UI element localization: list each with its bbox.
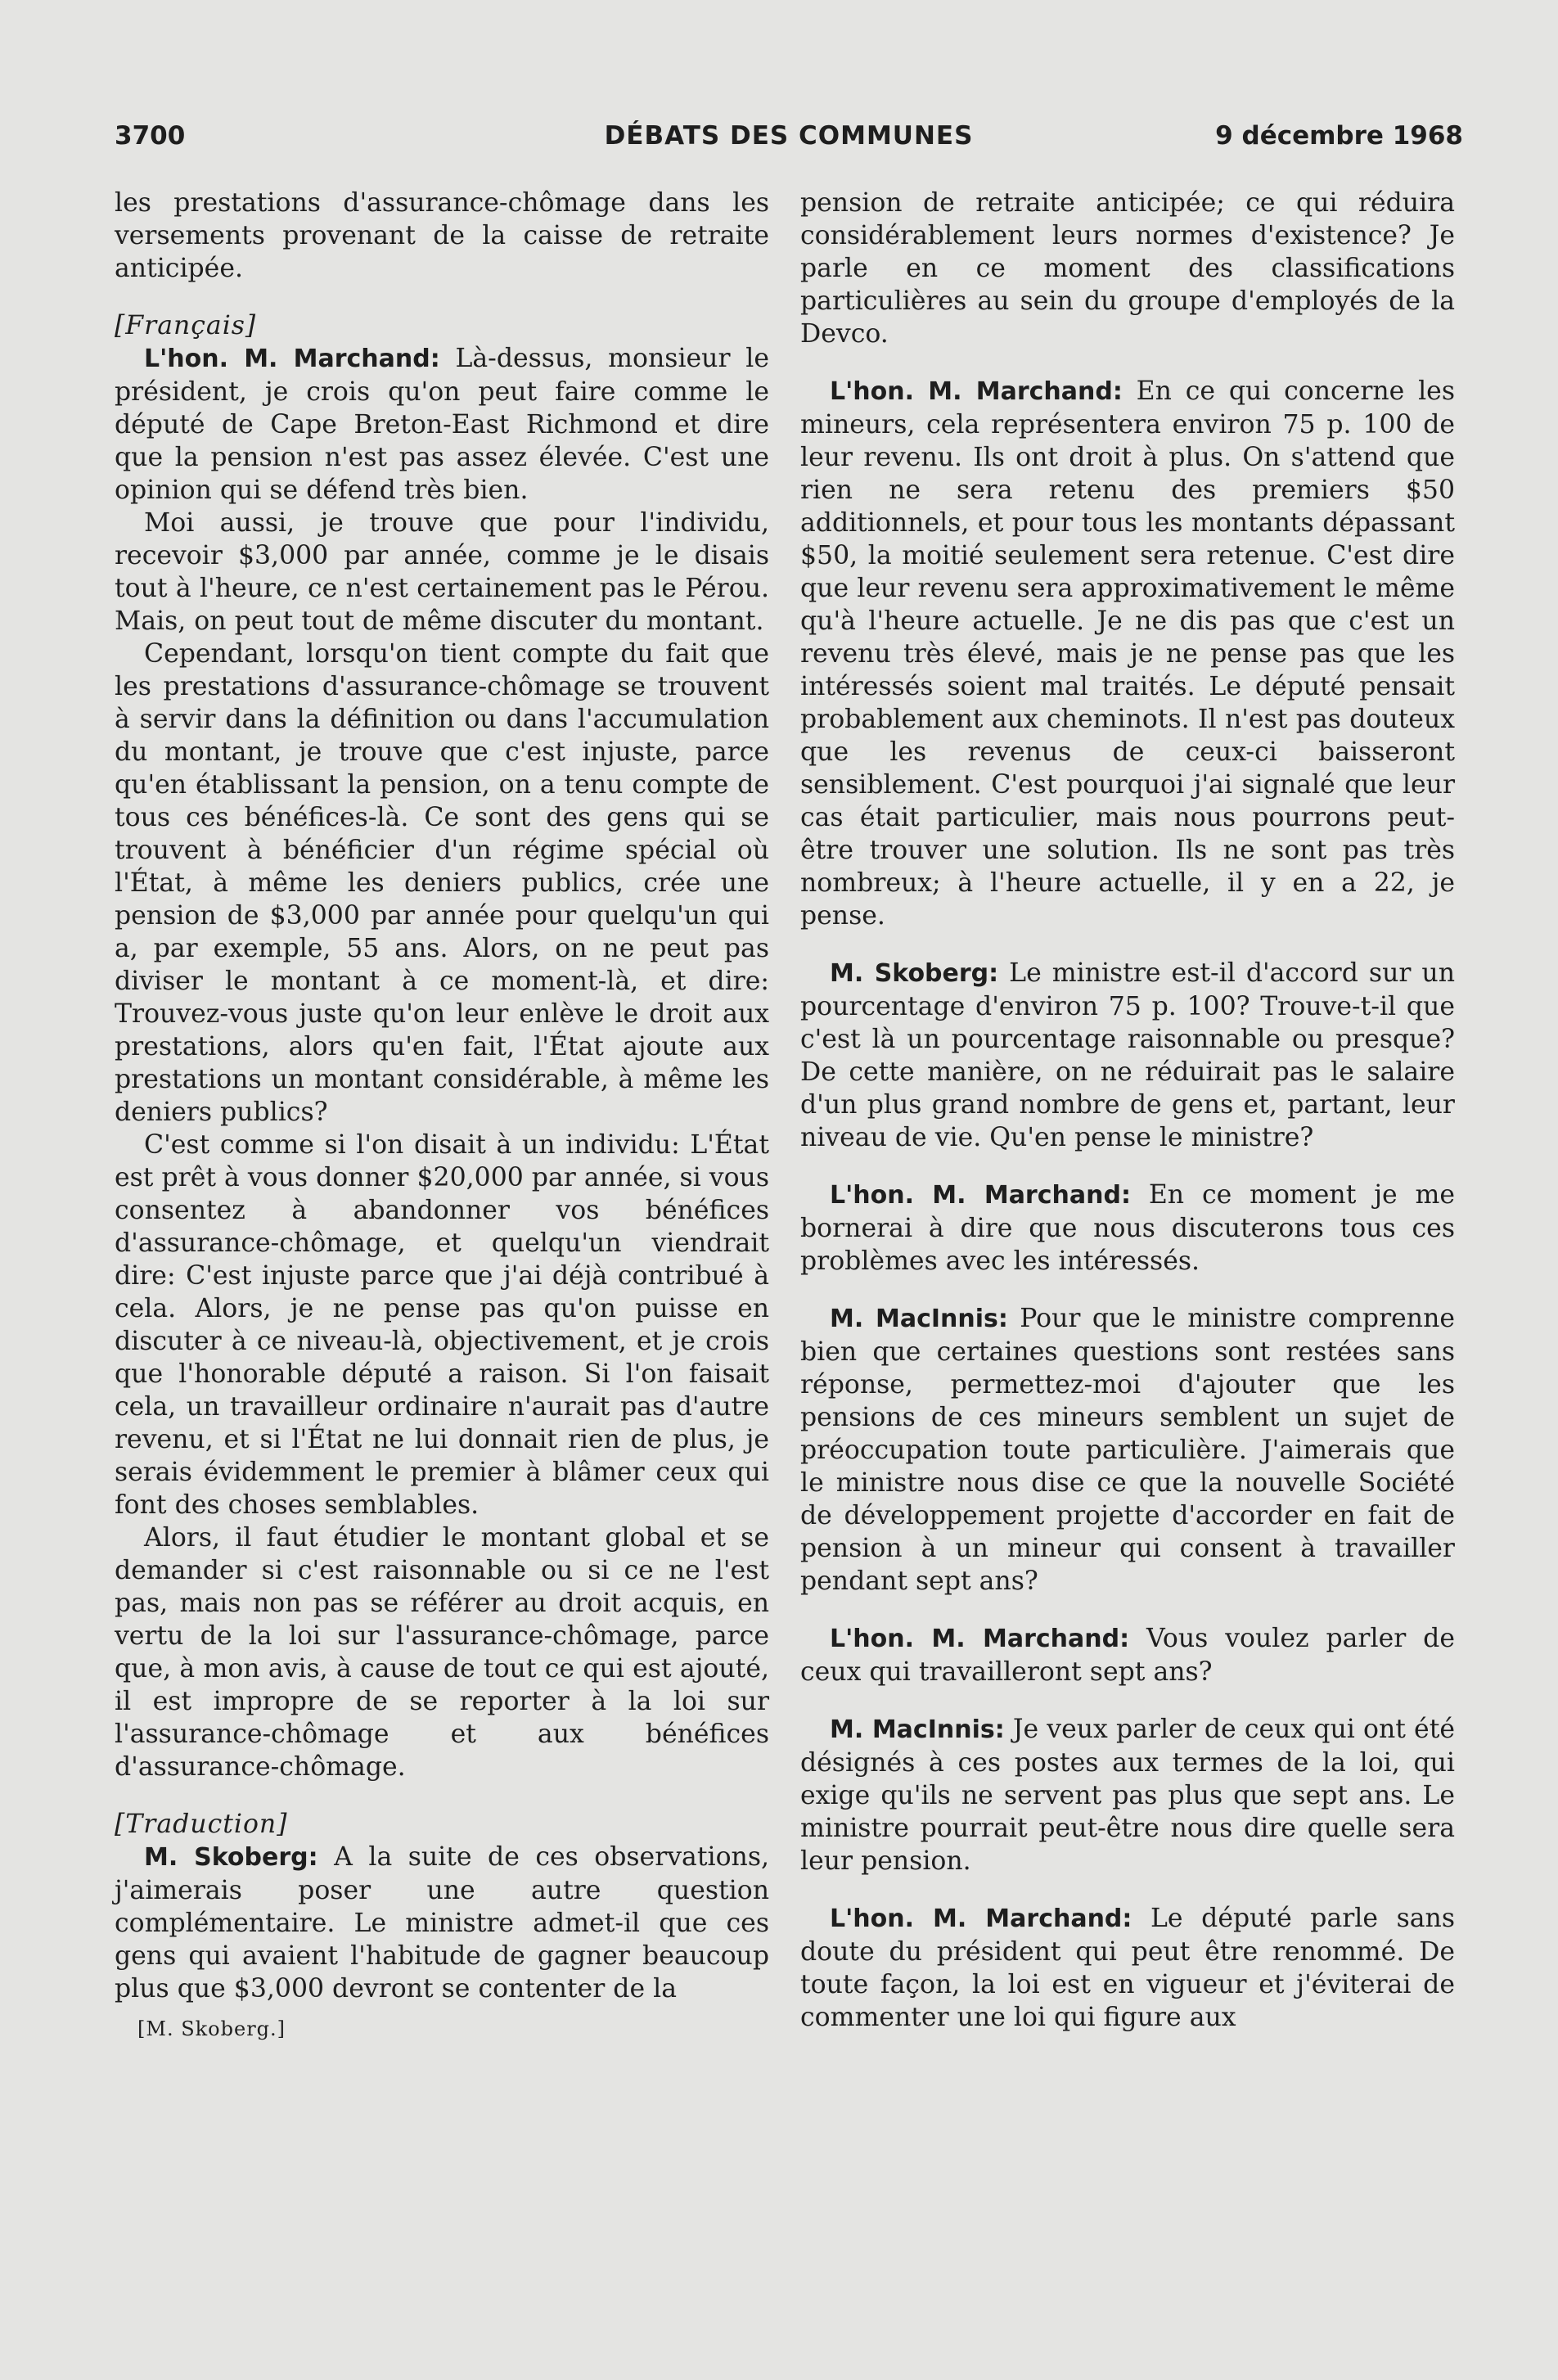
speaker-name: M. MacInnis: bbox=[830, 1715, 1005, 1744]
speech-text: Le député parle sans doute du président qui peut être renommé. De toute façon, la loi est en vigueur et j'éviterai de commenter une loi qui figure aux bbox=[800, 1904, 1455, 2032]
speech-paragraph bbox=[800, 375, 1455, 932]
page-date: 9 décembre 1968 bbox=[1215, 121, 1463, 151]
speech-paragraph bbox=[800, 957, 1455, 1154]
speech-paragraph bbox=[800, 1622, 1455, 1688]
speech-paragraph bbox=[800, 1302, 1455, 1598]
page-header bbox=[115, 121, 1463, 170]
speech-text: Le ministre est-il d'accord sur un pourcentage d'environ 75 p. 100? Trouve-t-il que c'est là un pourcentage raisonnable ou presque? De cette manière, on ne réduirait pas le salaire d'un plus grand nombre de gens et, partant, leur niveau de vie. Qu'en pense le ministre? bbox=[800, 958, 1455, 1152]
paragraph: C'est comme si l'on disait à un individu: L'État est prêt à vous donner $20,000 par année, si vous consentez à abandonner vos bénéfices d'assurance-chômage, et quelqu'un viendrait dire: C'est injuste parce que j'ai déjà contribué à cela. Alors, je ne pense pas qu'on puisse en discuter à ce niveau-là, objectivement, et je crois que l'honorable député a raison. Si l'on faisait cela, un travailleur ordinaire n'aurait pas d'autre revenu, et si l'État ne lui donnait rien de plus, je serais évidemment le premier à blâmer ceux qui font des choses semblables. bbox=[115, 1130, 769, 1520]
speech-text: Je veux parler de ceux qui ont été désignés à ces postes aux termes de la loi, qui exige qu'ils ne servent pas plus que sept ans. Le ministre pourrait peut-être nous dire quelle sera leur pension. bbox=[800, 1715, 1455, 1876]
speech-text: En ce qui concerne les mineurs, cela représentera environ 75 p. 100 de leur revenu. Ils ont droit à plus. On s'attend que rien ne sera retenu des premiers $50 additionnels, et pour tous les montants dépassant $50, la moitié seulement sera retenue. C'est dire que leur revenu sera approximativement le même qu'à l'heure actuelle. Je ne dis pas que c'est un revenu très élevé, mais je ne pense pas que les intéressés soient mal traités. Le député pensait probablement aux cheminots. Il n'est pas douteux que les revenus de ceux-ci baisseront sensiblement. C'est pourquoi j'ai signalé que leur cas était particulier, mais nous pourrons peut-être trouver une solution. Ils ne sont pas très nombreux; à l'heure actuelle, il y en a 22, je pense. bbox=[800, 376, 1455, 931]
page-title: DÉBATS DES COMMUNES bbox=[604, 121, 974, 151]
speech-paragraph bbox=[115, 342, 769, 507]
speaker-name: M. MacInnis: bbox=[830, 1305, 1008, 1333]
speaker-name: L'hon. M. Marchand: bbox=[830, 1181, 1131, 1210]
speaker-name: L'hon. M. Marchand: bbox=[830, 377, 1123, 406]
speech-paragraph bbox=[800, 1179, 1455, 1278]
right-column bbox=[800, 187, 1455, 2034]
speech-paragraph bbox=[115, 1841, 769, 2005]
paragraph: Moi aussi, je trouve que pour l'individu, recevoir $3,000 par année, comme je le disais tout à l'heure, ce n'est certainement pas le Pérou. Mais, on peut tout de même discuter du montant. bbox=[115, 508, 769, 636]
speaker-name: L'hon. M. Marchand: bbox=[830, 1904, 1132, 1933]
speaker-name: L'hon. M. Marchand: bbox=[830, 1625, 1130, 1653]
speaker-attribution: [M. Skoberg.] bbox=[137, 2017, 286, 2040]
speech-text: Vous voulez parler de ceux qui travailleront sept ans? bbox=[800, 1624, 1455, 1687]
paragraph: les prestations d'assurance-chômage dans les versements provenant de la caisse de retraite anticipée. bbox=[115, 188, 769, 283]
speech-text: Là-dessus, monsieur le président, je crois qu'on peut faire comme le député de Cape Breton-East Richmond et dire que la pension n'est pas assez élevée. C'est une opinion qui se défend très bien. bbox=[115, 344, 769, 505]
language-marker: [Français] bbox=[115, 311, 257, 340]
paragraph: Cependant, lorsqu'on tient compte du fait que les prestations d'assurance-chômage se trouvent à servir dans la définition ou dans l'accumulation du montant, je trouve que c'est injuste, parce qu'en établissant la pension, on a tenu compte de tous ces bénéfices-là. Ce sont des gens qui se trouvent à bénéficier d'un régime spécial où l'État, à même les deniers publics, crée une pension de $3,000 par année pour quelqu'un qui a, par exemple, 55 ans. Alors, on ne peut pas diviser le montant à ce moment-là, et dire: Trouvez-vous juste qu'on leur enlève le droit aux prestations, alors qu'en fait, l'État ajoute aux prestations un montant considérable, à même les deniers publics? bbox=[115, 639, 769, 1127]
left-column bbox=[115, 187, 769, 2041]
speech-text: Pour que le ministre comprenne bien que certaines questions sont restées sans réponse, permettez-moi d'ajouter que les pensions de ces mineurs semblent un sujet de préoccupation toute particulière. J'aimerais que le ministre nous dise ce que la nouvelle Société de développement projette d'accorder en fait de pension à un mineur qui consent à travailler pendant sept ans? bbox=[800, 1304, 1456, 1596]
speaker-name: M. Skoberg: bbox=[144, 1843, 318, 1872]
speech-paragraph bbox=[800, 1902, 1455, 2034]
paragraph: Alors, il faut étudier le montant global et se demander si c'est raisonnable ou si ce ne l'est pas, mais non pas se référer au droit acquis, en vertu de la loi sur l'assurance-chômage, parce que, à mon avis, à cause de tout ce qui est ajouté, il est impropre de se reporter à la loi sur l'assurance-chômage et aux bénéfices d'assurance-chômage. bbox=[115, 1523, 769, 1782]
speaker-name: M. Skoberg: bbox=[830, 959, 999, 988]
speaker-name: L'hon. M. Marchand: bbox=[144, 345, 440, 373]
page-number: 3700 bbox=[115, 121, 186, 151]
speech-text: En ce moment je me bornerai à dire que nous discuterons tous ces problèmes avec les intéressés. bbox=[800, 1180, 1455, 1276]
speech-paragraph bbox=[800, 1713, 1455, 1877]
speech-text: A la suite de ces observations, j'aimerais poser une autre question complémentaire. Le ministre admet-il que ces gens qui avaient l'habitude de gagner beaucoup plus que $3,000 devront se contenter de la bbox=[115, 1842, 769, 2004]
paragraph: pension de retraite anticipée; ce qui réduira considérablement leurs normes d'existence? Je parle en ce moment des classifications particulières au sein du groupe d'employés de la Devco. bbox=[800, 188, 1455, 349]
language-marker: [Traduction] bbox=[115, 1810, 288, 1839]
